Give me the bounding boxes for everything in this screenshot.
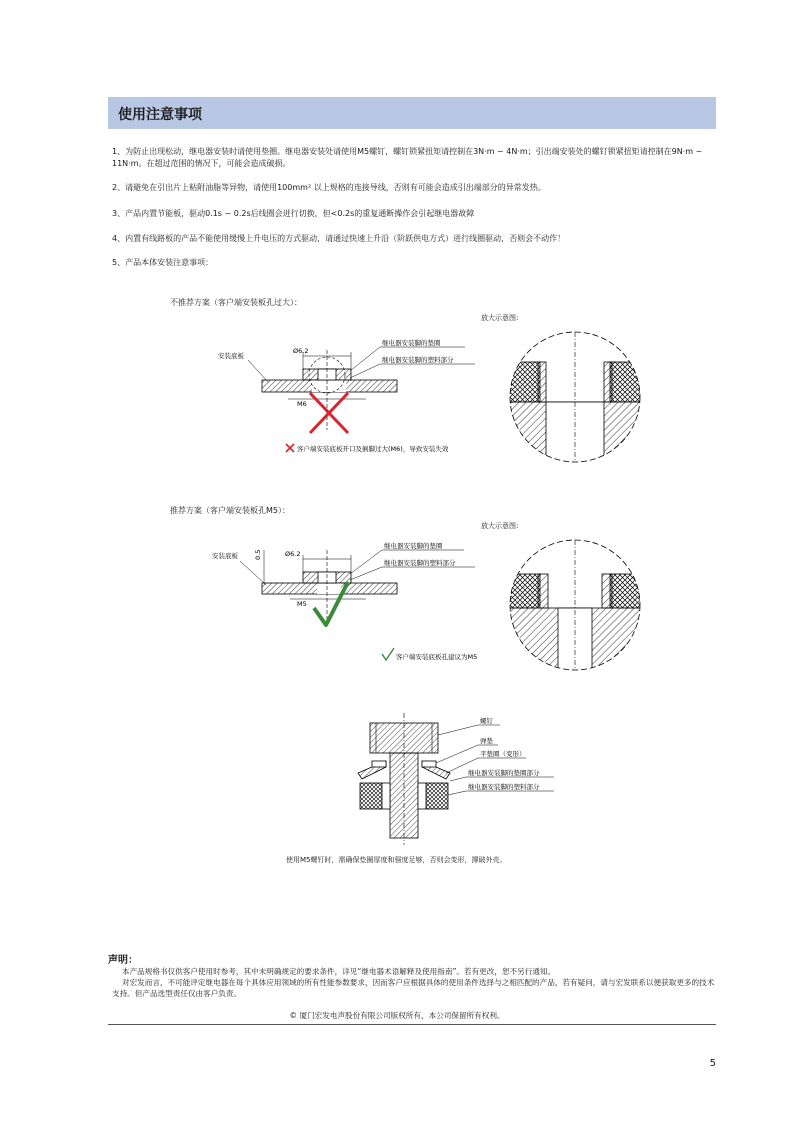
diagram1-gasket-label: 继电器安装脚的垫圈 xyxy=(382,339,441,347)
note-2: 2、请避免在引出片上粘附油脂等异物，请使用100mm² 以上规格的连接导线，否则有可能会造成引出端部分的异常发热。 xyxy=(112,183,546,192)
diagram1-zoom-label: 放大示意图: xyxy=(481,314,519,322)
diagram2-dia-label: Ø6.2 xyxy=(285,550,301,558)
diagram2-plastic-label: 继电器安装脚的塑料部分 xyxy=(384,559,456,567)
declaration-title: 声明： xyxy=(108,955,138,966)
diagram1-zoom-circle xyxy=(500,322,650,472)
page-number: 5 xyxy=(709,1058,716,1069)
diagram3-screw-assembly xyxy=(340,705,580,850)
diagram2-zoom-label: 放大示意图: xyxy=(481,522,519,530)
section-header-bar xyxy=(108,97,716,129)
diagram3-caption: 使用M5螺钉时，需确保垫圈厚度和强度足够，否则会变形，撑破外壳。 xyxy=(286,856,507,864)
diagram2-zoom-circle xyxy=(500,530,650,680)
diagram3-flat-washer-label: 平垫圈（变形） xyxy=(480,750,526,758)
note-5: 5、产品本体安装注意事项： xyxy=(112,258,214,267)
note-4: 4、内置有线路板的产品不能使用缓慢上升电压的方式驱动，请通过快速上升沿（阶跃供电方式）进行线圈驱动，否则会不动作！ xyxy=(112,234,566,243)
diagram1-plastic-label: 继电器安装脚的塑料部分 xyxy=(382,356,454,364)
diagram3-screw-label: 螺钉 xyxy=(480,717,493,725)
diagram2-thick-label: 0.5 xyxy=(254,549,262,560)
diagram3-gasket-label: 继电器安装脚的垫圈部分 xyxy=(468,769,540,777)
footer-divider xyxy=(108,1024,716,1025)
diagram1-screw-label: M6 xyxy=(297,400,307,408)
diagram3-plastic-label: 继电器安装脚的塑料部分 xyxy=(468,783,540,791)
diagram1-dia-label: Ø6.2 xyxy=(293,347,309,355)
diagram2-title: 推荐方案（客户端安装板孔M5）： xyxy=(170,506,290,515)
diagram2-install-drawing xyxy=(200,530,500,670)
diagram3-spring-washer-label: 弹垫 xyxy=(480,737,493,745)
note-1: 1、为防止出现松动，继电器安装时请使用垫圈。继电器安装处请使用M5螺钉，螺钉锁紧扭矩请控制在3N·m ~ 4N·m；引出端安装处的螺钉锁紧扭矩请控制在9N·m ~ 11N·m。在超过范围的情况下，可能会造成破损。 xyxy=(112,147,703,168)
section-title: 使用注意事项 xyxy=(118,107,202,123)
diagram2-gasket-label: 继电器安装脚的垫圈 xyxy=(384,542,443,550)
diagram1-install-drawing xyxy=(200,320,500,460)
note-3: 3、产品内置节能板，驱动0.1s ~ 0.2s后线圈会进行切换，但<0.2s的重复通断操作会引起继电器故障 xyxy=(112,209,475,218)
check-icon xyxy=(382,648,394,660)
diagram1-title: 不推荐方案（客户端安装板孔过大）： xyxy=(170,298,302,307)
diagram2-result: 客户端安装底板孔建议为M5 xyxy=(396,653,478,661)
diagram2-screw-label: M5 xyxy=(297,600,307,608)
copyright: © 厦门宏发电声股份有限公司版权所有，本公司保留所有权利。 xyxy=(289,1011,505,1020)
diagram1-result: 客户端安装底板开口及倒脚过大(M6)，导致安装失效 xyxy=(297,445,449,453)
diagram2-plate-label: 安装底板 xyxy=(212,552,238,560)
diagram1-plate-label: 安装底板 xyxy=(218,352,244,360)
declaration-text: 本产品规格书仅供客户使用时参考，其中未明确规定的要求条件，详见“继电器术语解释及使用指南”。若有更改，恕不另行通知。 对宏发而言，不可能评定继电器在每个具体应用领域的所有性能参数要求，因而客户应根据具体的使用条件选择与之相匹配的产品，若有疑问，请与宏发联系以便获取更多的技术支持。但产品选型责任仅由客户负责。 xyxy=(112,967,715,998)
